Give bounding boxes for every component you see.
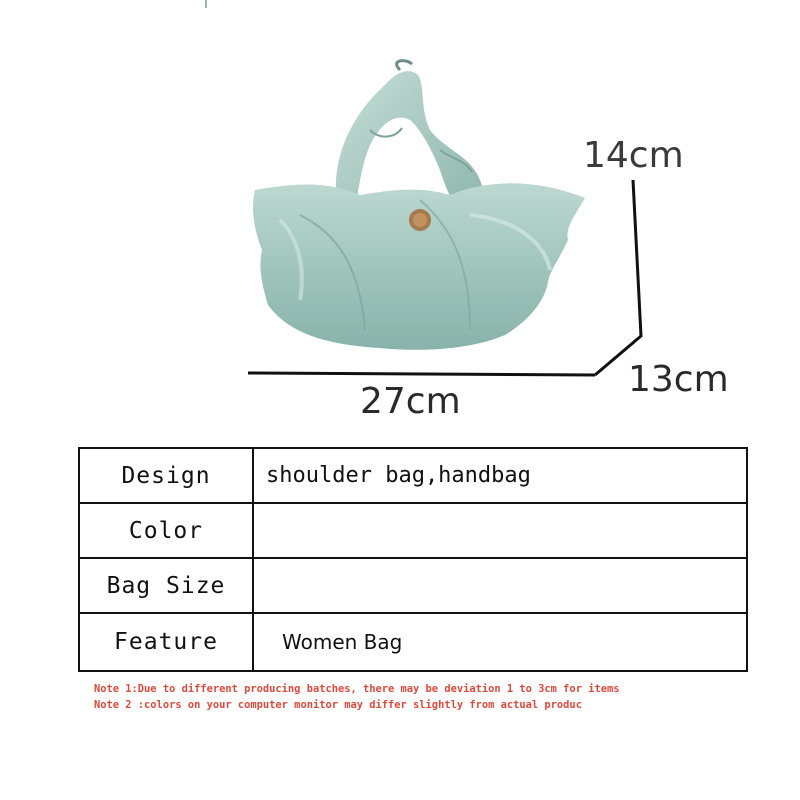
note-1: Note 1:Due to different producing batches, there may be deviation 1 to 3cm for items [94, 683, 620, 695]
notes [94, 681, 619, 713]
depth-dimension-label: 13cm [628, 359, 729, 400]
spec-value [253, 558, 747, 613]
spec-value [253, 503, 747, 558]
height-dimension-label: 14cm [583, 135, 684, 176]
spec-label: Bag Size [79, 558, 253, 613]
spec-row-design [79, 448, 747, 503]
spec-label: Color [79, 503, 253, 558]
width-dimension-label: 27cm [360, 381, 461, 422]
spec-label: Feature [79, 613, 253, 671]
note-2: Note 2 :colors on your computer monitor may differ slightly from actual produc [94, 699, 582, 711]
spec-row-bag-size [79, 558, 747, 613]
spec-value: shoulder bag,handbag [253, 448, 747, 503]
bag-body [253, 183, 585, 349]
spec-value: Women Bag [253, 613, 747, 671]
spec-table [78, 447, 748, 672]
spec-label: Design [79, 448, 253, 503]
spec-row-color [79, 503, 747, 558]
spec-row-feature [79, 613, 747, 671]
